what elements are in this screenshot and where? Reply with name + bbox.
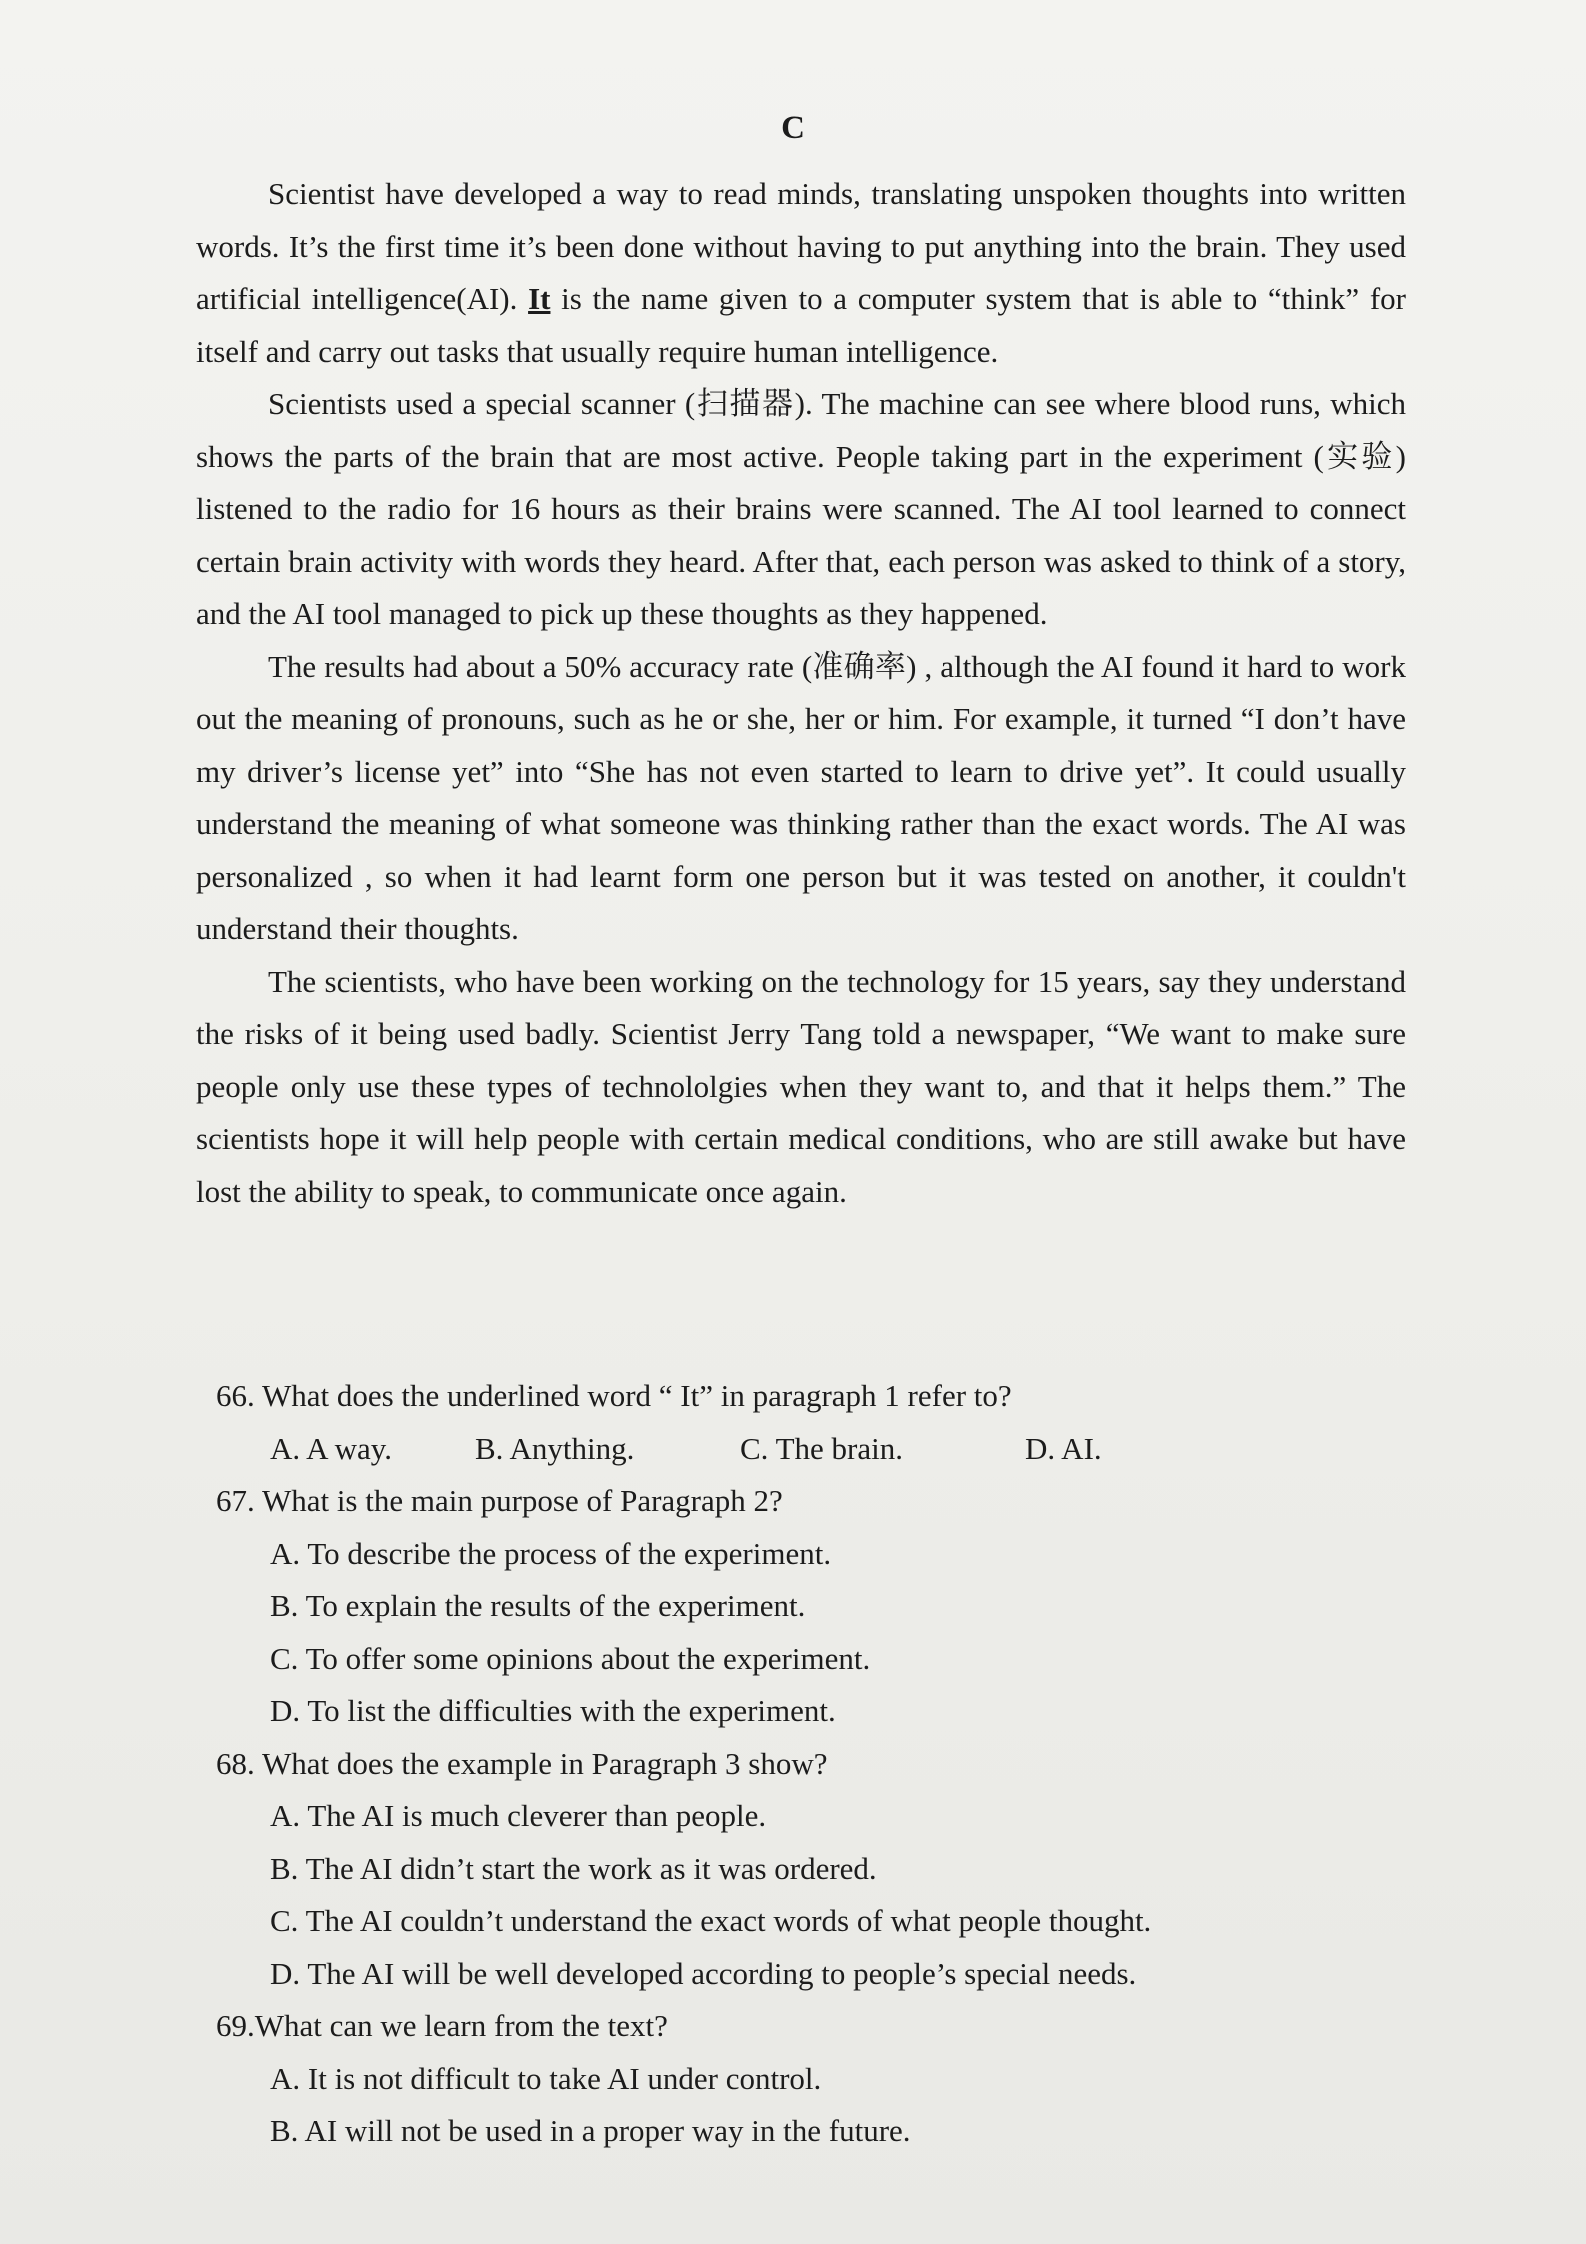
question-66-option-a: A. A way.	[270, 1430, 392, 1466]
question-69-option-a: A. It is not difficult to take AI under control.	[270, 2060, 822, 2096]
question-67-option-a: A. To describe the process of the experiment.	[270, 1535, 832, 1571]
paragraph-1-text-before: Scientist have developed a way to read minds, translating unspoken thoughts into written words. It’s the first time it’s been done without having to put anything into the brain. They used artificial intelligence(AI).	[196, 176, 1406, 316]
question-69-stem: 69.What can we learn from the text?	[216, 2008, 668, 2043]
question-67-option-b: B. To explain the results of the experiment.	[270, 1588, 806, 1623]
underlined-word: It	[528, 281, 551, 316]
paragraph-1-text-after: is the name given to a computer system that is able to “think” for itself and carry out tasks that usually require human intelligence.	[196, 281, 1406, 369]
question-66-stem: 66. What does the underlined word “ It” in paragraph 1 refer to?	[216, 1378, 1012, 1413]
paragraph-2: Scientists used a special scanner (扫描器). The machine can see where blood runs, which shows the parts of the brain that are most active. People taking part in the experiment (实验) listened to the radio for 16 hours as their brains were scanned. The AI tool learned to connect certain brain activity with words they heard. After that, each person was asked to think of a story, and the AI tool managed to pick up these thoughts as they happened.	[196, 386, 1406, 631]
question-68-stem: 68. What does the example in Paragraph 3 show?	[216, 1745, 828, 1781]
question-66-option-b: B. Anything.	[475, 1430, 635, 1466]
question-66-option-d: D. AI.	[1025, 1430, 1102, 1466]
question-list	[216, 1370, 1406, 2158]
question-68-option-d: D. The AI will be well developed according to people’s special needs.	[270, 1955, 1137, 1991]
paragraph-4: The scientists, who have been working on the technology for 15 years, say they understand the risks of it being used badly. Scientist Jerry Tang told a newspaper, “We want to make sure people only use these types of technololgies when they want to, and that it helps them.” The scientists hope it will help people with certain medical conditions, who are still awake but have lost the ability to speak, to communicate once again.	[196, 963, 1406, 1209]
question-67-option-d: D. To list the difficulties with the experiment.	[270, 1693, 836, 1728]
reading-passage	[196, 168, 1406, 1218]
question-66-options	[270, 1423, 1406, 1476]
question-69-option-b: B. AI will not be used in a proper way in the future.	[270, 2113, 911, 2148]
paragraph-3: The results had about a 50% accuracy rate (准确率) , although the AI found it hard to work out the meaning of pronouns, such as he or she, her or him. For example, it turned “I don’t have my driver’s license yet” into “She has not even started to learn to drive yet”. It could usually understand the meaning of what someone was thinking rather than the exact words. The AI was personalized , so when it had learnt form one person but it was tested on another, it couldn't understand their thoughts.	[196, 648, 1406, 946]
question-68-option-c: C. The AI couldn’t understand the exact words of what people thought.	[270, 1903, 1152, 1938]
question-68-option-b: B. The AI didn’t start the work as it was ordered.	[270, 1850, 877, 1886]
question-67-option-c: C. To offer some opinions about the experiment.	[270, 1640, 871, 1676]
question-66-option-c: C. The brain.	[740, 1430, 904, 1466]
section-heading: C	[781, 110, 805, 146]
question-67-stem: 67. What is the main purpose of Paragraph 2?	[216, 1483, 783, 1518]
question-68-option-a: A. The AI is much cleverer than people.	[270, 1798, 767, 1833]
paragraph-1	[196, 168, 1406, 378]
